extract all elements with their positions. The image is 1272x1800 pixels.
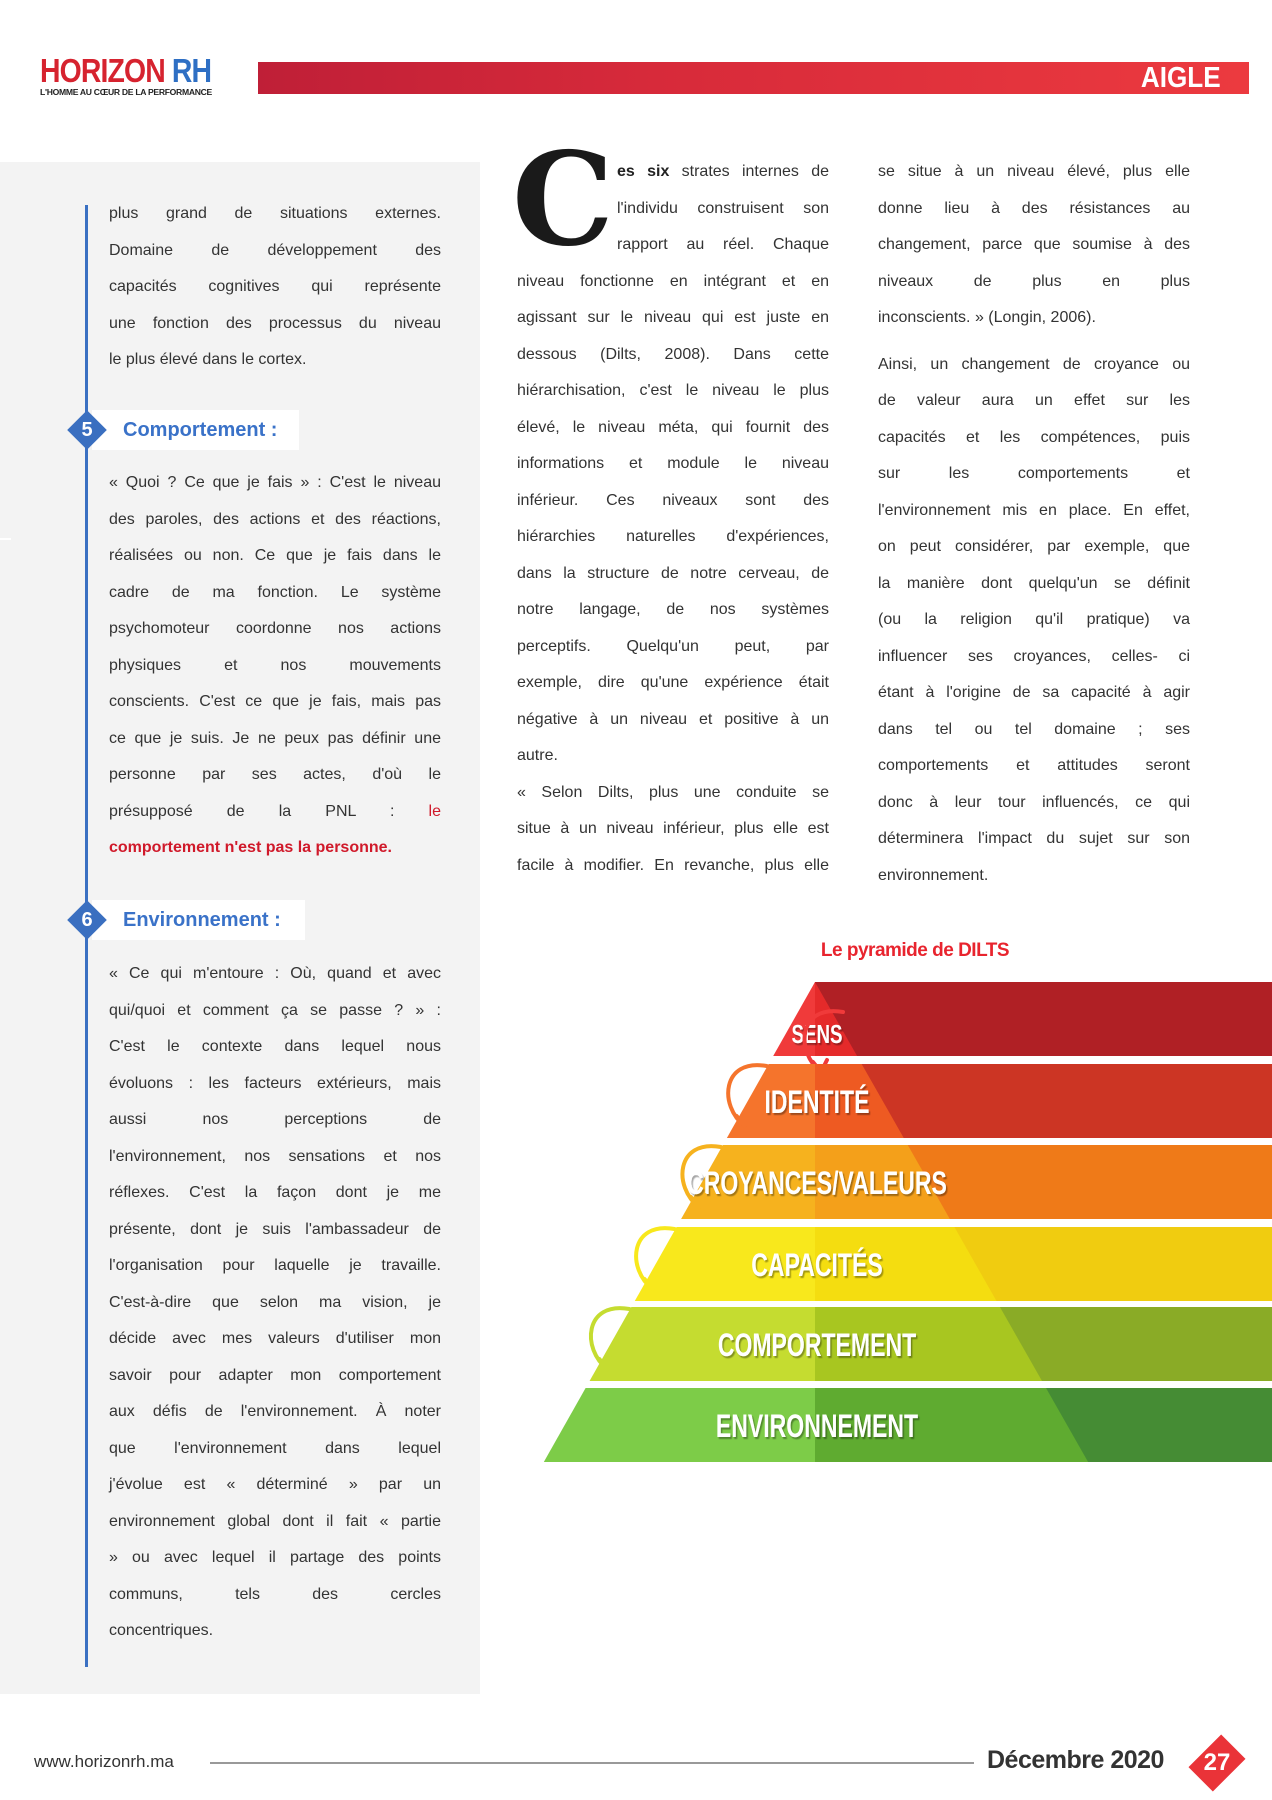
text-line: « Quoi ? Ce que je fais » : C'est le niveau: [109, 474, 441, 491]
drop-cap: C: [512, 125, 614, 275]
text-segment: présupposé de la PNL :: [109, 802, 429, 820]
text-line: que l'environnement dans lequel: [109, 1439, 441, 1457]
text-line: conscients. C'est ce que je fais, mais pas: [109, 693, 441, 710]
text-line: Ainsi, un changement de croyance ou: [878, 355, 1190, 373]
text-line: décide avec mes valeurs d'utiliser mon: [109, 1330, 441, 1347]
text-line: dans tel ou tel domaine ; ses: [878, 720, 1190, 738]
text-line: autre.: [517, 747, 558, 764]
text-line: [109, 794, 441, 830]
text-line: psychomoteur coordonne nos actions: [109, 620, 441, 637]
text-line: le plus élevé dans le cortex.: [109, 351, 307, 368]
footer-date: Décembre 2020: [987, 1746, 1164, 1774]
text-line: ce que je suis. Je ne peux pas définir une: [109, 729, 441, 747]
text-line: savoir pour adapter mon comportement: [109, 1366, 441, 1384]
text-line: » ou avec lequel il partage des points: [109, 1549, 441, 1566]
text-segment: es six: [617, 163, 670, 180]
text-line: perceptifs. Quelqu'un peut, par: [517, 637, 829, 655]
text-line: C'est le contexte dans lequel nous: [109, 1038, 441, 1055]
section-number: 6: [81, 909, 93, 931]
text-line: dans la structure de notre cerveau, de: [517, 564, 829, 582]
text-line: Domaine de développement des: [109, 241, 441, 259]
pyramid-level-label: CAPACITÉS: [751, 1247, 883, 1283]
pyramid-level-label: COMPORTEMENT: [717, 1327, 917, 1363]
text-segment: strates internes de: [669, 163, 829, 180]
text-line: une fonction des processus du niveau: [109, 314, 441, 332]
text-line: de valeur aura un effet sur les: [878, 392, 1190, 409]
logo-accent: RH: [171, 52, 212, 89]
text-line: l'environnement mis en place. En effet,: [878, 501, 1190, 519]
heading-text: Comportement :: [123, 419, 278, 441]
text-line: « Selon Dilts, plus une conduite se: [517, 783, 829, 801]
text-line: environnement.: [878, 866, 989, 884]
logo-tagline: L'HOMME AU CŒUR DE LA PERFORMANCE: [40, 87, 212, 97]
text-line: communs, tels des cercles: [109, 1585, 441, 1603]
text-line: réalisées ou non. Ce que je fais dans le: [109, 547, 441, 564]
section-title: AIGLE: [1141, 62, 1221, 94]
text-line: qui/quoi et comment ça se passe ? » :: [109, 1001, 441, 1019]
text-line: comportements et attitudes seront: [878, 757, 1190, 774]
footer-website-link[interactable]: www.horizonrh.ma: [34, 1752, 174, 1771]
section-heading-comportement: [92, 410, 299, 450]
logo-main: HORIZON: [40, 52, 165, 89]
text-line: plus grand de situations externes.: [109, 205, 441, 222]
text-line: notre langage, de nos systèmes: [517, 601, 829, 618]
section-bar: [258, 62, 1249, 94]
text-line: situe à un niveau inférieur, plus elle est: [517, 820, 829, 837]
text-line: « Ce qui m'entoure : Où, quand et avec: [109, 965, 441, 982]
text-line: déterminera l'impact du sujet sur son: [878, 830, 1190, 847]
text-line: aussi nos perceptions de: [109, 1111, 441, 1128]
text-line: facile à modifier. En revanche, plus elle: [517, 856, 829, 874]
text-line: informations et module le niveau: [517, 455, 829, 472]
text-line: sur les comportements et: [878, 465, 1190, 482]
text-line: négative à un niveau et positive à un: [517, 710, 829, 728]
text-line: présente, dont je suis l'ambassadeur de: [109, 1220, 441, 1238]
text-line: concentriques.: [109, 1622, 214, 1639]
text-segment: comportement n'est pas la personne.: [109, 839, 392, 856]
text-line: hiérarchies naturelles d'expériences,: [517, 528, 829, 545]
text-line: C'est-à-dire que selon ma vision, je: [109, 1293, 441, 1311]
text-line: la manière dont quelqu'un se définit: [878, 574, 1190, 592]
text-line: (ou la religion qu'il pratique) va: [878, 611, 1190, 628]
pyramid-band-right: [815, 982, 1272, 1056]
text-line: l'individu construisent son: [617, 199, 829, 217]
text-line: niveau fonctionne en intégrant et en: [517, 272, 829, 290]
text-line: aux défis de l'environnement. À noter: [109, 1403, 441, 1420]
text-line: donne lieu à des résistances au: [878, 199, 1190, 217]
text-line: étant à l'origine de sa capacité à agir: [878, 684, 1190, 701]
pyramid-title: Le pyramide de DILTS: [820, 940, 1010, 961]
text-line: j'évolue est « déterminé » par un: [109, 1476, 441, 1493]
text-line: personne par ses actes, d'où le: [109, 766, 441, 783]
text-line: on peut considérer, par exemple, que: [878, 538, 1190, 555]
text-line: inférieur. Ces niveaux sont des: [517, 491, 829, 509]
text-line: capacités et les compétences, puis: [878, 428, 1190, 446]
text-line: [109, 830, 441, 866]
text-line: cadre de ma fonction. Le système: [109, 583, 441, 601]
text-line: réflexes. C'est la façon dont je me: [109, 1184, 441, 1201]
page-number: 27: [1203, 1749, 1231, 1776]
text-line: rapport au réel. Chaque: [617, 236, 829, 253]
text-line: niveaux de plus en plus: [878, 272, 1190, 290]
text-line: dessous (Dilts, 2008). Dans cette: [517, 345, 829, 363]
heading-text: Environnement :: [123, 909, 281, 931]
text-segment: le: [428, 802, 441, 820]
text-line: capacités cognitives qui représente: [109, 278, 441, 295]
text-line: se situe à un niveau élevé, plus elle: [878, 163, 1190, 180]
text-line: l'organisation pour laquelle je travaille.: [109, 1257, 441, 1274]
text-line: donc à leur tour influencés, ce qui: [878, 793, 1190, 811]
text-line: hiérarchisation, c'est le niveau le plus: [517, 382, 829, 399]
text-line: influencer ses croyances, celles- ci: [878, 647, 1190, 665]
footer-divider: [210, 1762, 974, 1764]
pyramid-level-label: ENVIRONNEMENT: [715, 1408, 919, 1444]
text-line: élevé, le niveau méta, qui fournit des: [517, 418, 829, 436]
divider: [0, 538, 11, 540]
text-line: changement, parce que soumise à des: [878, 236, 1190, 253]
dilts-pyramid: [540, 975, 1272, 1465]
text-line: des paroles, des actions et des réactions,: [109, 510, 441, 528]
pyramid-level-label: SENS: [791, 1018, 843, 1049]
logo: [40, 54, 239, 97]
pyramid-level-label: IDENTITÉ: [764, 1084, 870, 1120]
text-line: environnement global dont il fait « partie: [109, 1512, 441, 1530]
section-heading-environnement: [92, 900, 305, 940]
text-line: agissant sur le niveau qui est juste en: [517, 309, 829, 326]
text-line: évoluons : les facteurs extérieurs, mais: [109, 1074, 441, 1092]
text-line: [617, 154, 829, 190]
text-line: exemple, dire qu'une expérience était: [517, 674, 829, 691]
text-line: physiques et nos mouvements: [109, 656, 441, 674]
text-line: l'environnement, nos sensations et nos: [109, 1147, 441, 1165]
pyramid-level-label: CROYANCES/VALEURS: [687, 1165, 947, 1201]
section-number: 5: [81, 419, 93, 441]
text-line: inconscients. » (Longin, 2006).: [878, 309, 1096, 326]
